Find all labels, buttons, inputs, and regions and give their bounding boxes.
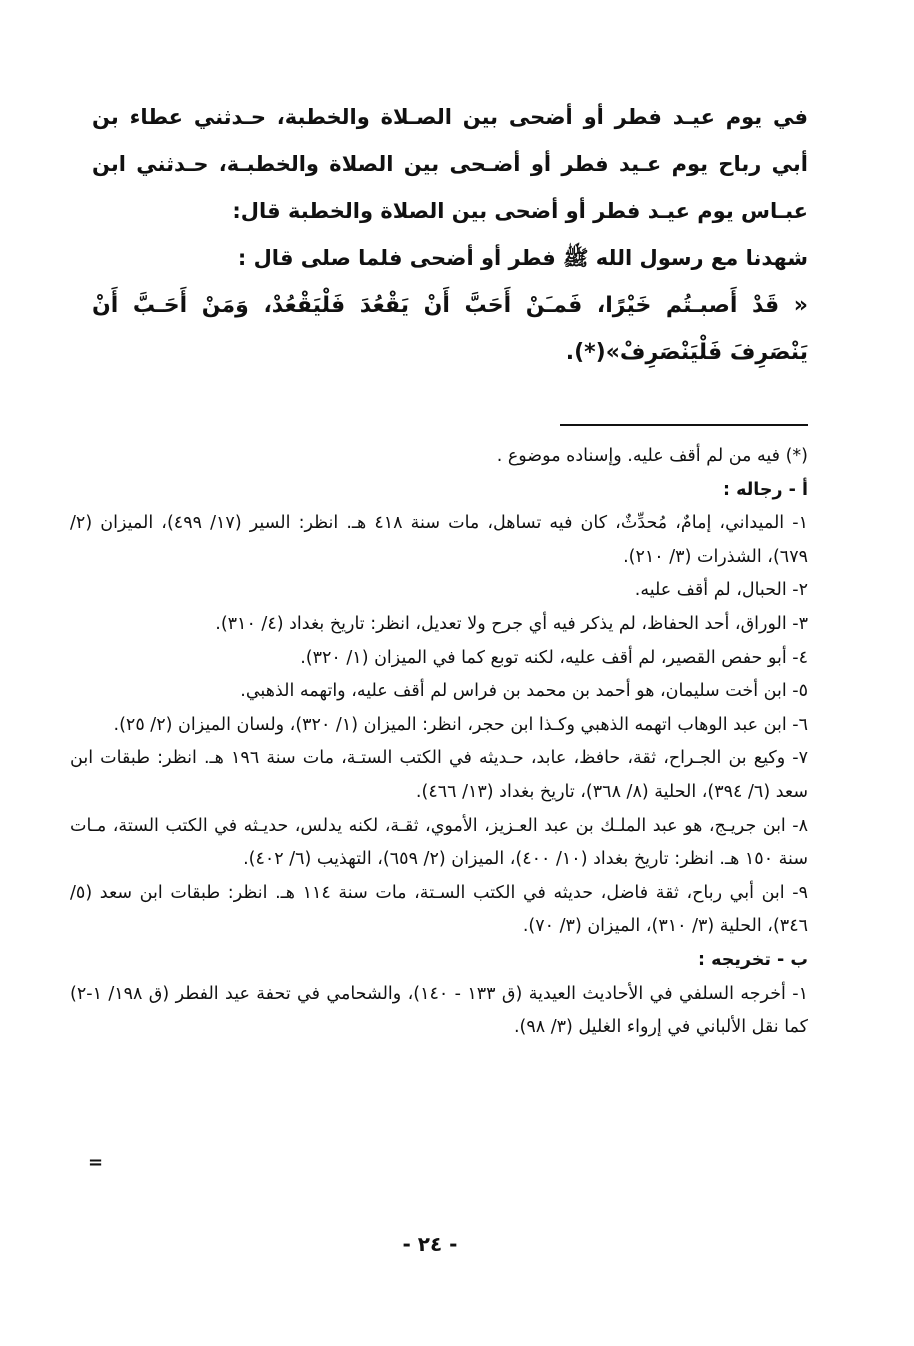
footnotes-block bbox=[70, 440, 808, 1045]
hadith-text: « قَدْ أَصبـتُم خَيْرًا، فَمـَنْ أَحَبَّ أَنْ يَقْعُدَ فَلْيَقْعُدْ، وَمَنْ أَحَـبَّ أَنْ يَنْصَرِفَ فَلْيَنْصَرِفْ»(*). bbox=[92, 293, 808, 365]
continuation-mark: = bbox=[88, 1152, 104, 1173]
section-heading-rijal: أ - رجاله : bbox=[723, 479, 808, 500]
rijal-item: ٩- ابن أبي رباح، ثقة فاضل، حديثه في الكتب السـتة، مات سنة ١١٤ هـ. انظر: طبقات ابن سعد (٥/ ٣٤٦)، الحلية (٣/ ٣١٠)، الميزان (٣/ ٧٠). bbox=[70, 882, 808, 937]
footnote-separator bbox=[560, 424, 808, 426]
hadith-intro: شهدنا مع رسول الله ﷺ فطر أو أضحى فلما صلى قال : bbox=[237, 246, 808, 270]
rijal-item: ٦- ابن عبد الوهاب اتهمه الذهبي وكـذا ابن حجر، انظر: الميزان (١/ ٣٢٠)، ولسان الميزان (٢/ ٢٥). bbox=[113, 714, 808, 735]
page-number: - ٢٤ - bbox=[402, 1232, 458, 1256]
rijal-item: ٨- ابن جريـج، هو عبد الملـك بن عبد العـزيز، الأموي، ثقـة، لكنه يدلس، حديـثه في الكتب الستة، مـات سنة ١٥٠ هـ. انظر: تاريخ بغداد (١٠/ ٤٠٠)، الميزان (٢/ ٦٥٩)، التهذيب (٦/ ٤٠٢). bbox=[70, 815, 808, 870]
main-text-block bbox=[92, 94, 808, 376]
footnote-note: (*) فيه من لم أقف عليه. وإسناده موضوع . bbox=[496, 446, 808, 466]
rijal-item: ٢- الحبال، لم أقف عليه. bbox=[634, 580, 808, 601]
rijal-item: ٣- الوراق، أحد الحفاظ، لم يذكر فيه أي جرح ولا تعديل، انظر: تاريخ بغداد (٤/ ٣١٠). bbox=[215, 613, 808, 634]
isnad-paragraph: في يوم عيـد فطر أو أضحى بين الصـلاة والخطبة، حـدثني عطاء بن أبي رباح يوم عـيد فطر أو أضـحى بين الصلاة والخطبـة، حـدثني ابن عبـاس يوم عيـد فطر أو أضحى بين الصلاة والخطبة قال: bbox=[92, 105, 808, 223]
rijal-item: ١- الميداني، إمامٌ، مُحدِّثٌ، كان فيه تساهل، مات سنة ٤١٨ هـ. انظر: السير (١٧/ ٤٩٩)، الميزان (٢/ ٦٧٩)، الشذرات (٣/ ٢١٠). bbox=[70, 513, 808, 567]
section-heading-takhrij: ب - تخريجه : bbox=[698, 949, 808, 970]
rijal-item: ٤- أبو حفص القصير، لم أقف عليه، لكنه توبع كما في الميزان (١/ ٣٢٠). bbox=[300, 647, 808, 668]
rijal-item: ٥- ابن أخت سليمان، هو أحمد بن محمد بن فراس لم أقف عليه، واتهمه الذهبي. bbox=[240, 681, 808, 702]
rijal-item: ٧- وكيع بن الجـراح، ثقة، حافظ، عابد، حـديثه في الكتب الستـة، مات سنة ١٩٦ هـ. انظر: طبقات ابن سعد (٦/ ٣٩٤)، الحلية (٨/ ٣٦٨)، تاريخ بغداد (١٣/ ٤٦٦). bbox=[70, 748, 808, 802]
takhrij-item: ١- أخرجه السلفي في الأحاديث العيدية (ق ١٣٣ - ١٤٠)، والشحامي في تحفة عيد الفطر (ق ١٩٨/ ١-٢) كما نقل الألباني في إرواء الغليل (٣/ ٩٨). bbox=[70, 983, 808, 1038]
